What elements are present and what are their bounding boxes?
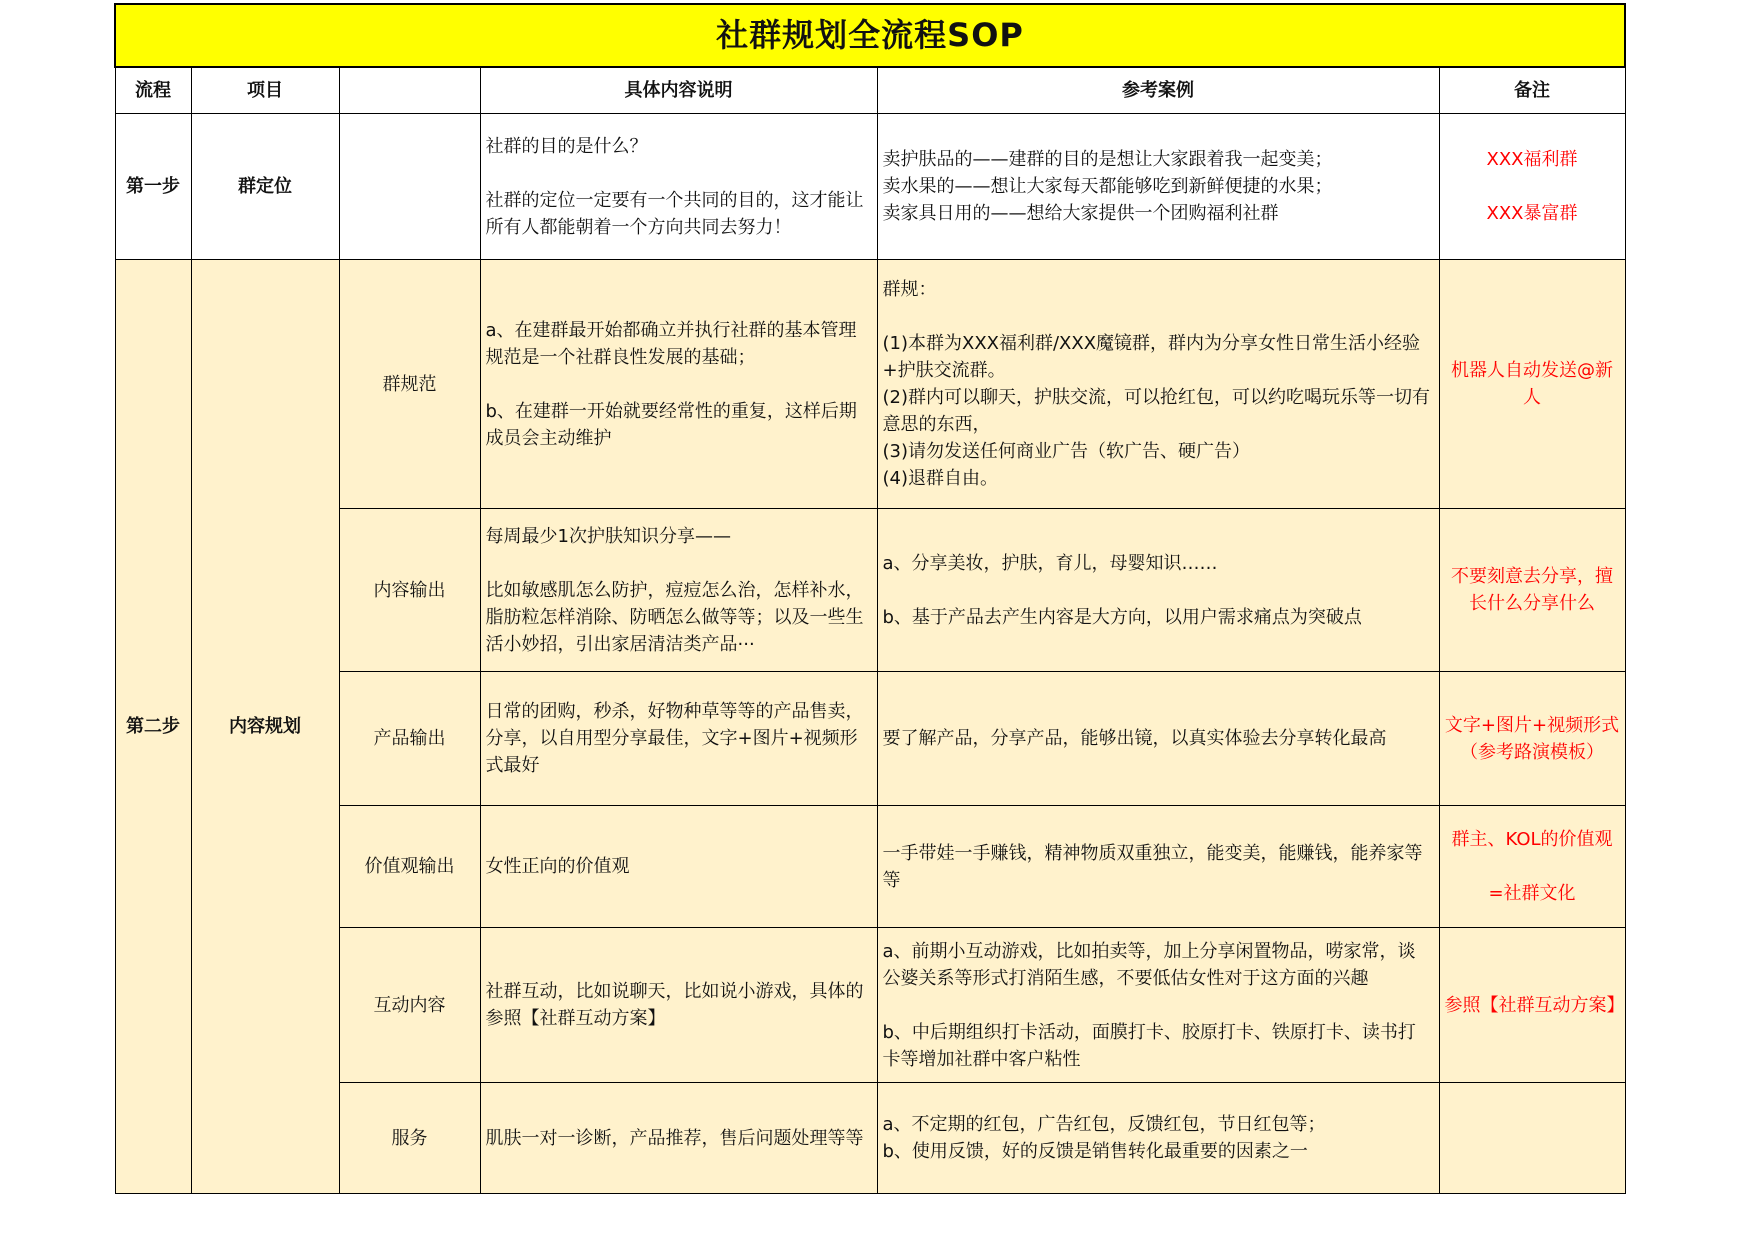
note-cell (1439, 260, 1625, 509)
sheet-title: 社群规划全流程SOP (115, 4, 1625, 67)
description-line: 社群的定位一定要有一个共同的目的，这才能让所有人都能朝着一个方向共同去努力！ (485, 189, 864, 238)
case-line: a、分享美妆，护肤，育儿，母婴知识…… (882, 552, 1218, 574)
header-flow: 流程 (115, 67, 191, 114)
description-cell (480, 1083, 877, 1194)
case-line: (3)请勿发送任何商业广告（软广告、硬广告） (882, 441, 1250, 462)
table-row (115, 672, 1625, 806)
case-cell (877, 806, 1439, 928)
table-row (115, 928, 1625, 1083)
case-cell (877, 1083, 1439, 1194)
case-line: 一手带娃一手赚钱，精神物质双重独立，能变美，能赚钱，能养家等等 (882, 842, 1423, 891)
description-line: 日常的团购，秒杀，好物种草等等的产品售卖，分享，以自用型分享最佳，文字+图片+视频形式最好 (485, 701, 864, 776)
note-line: 文字+图片+视频形式（参考路演模板） (1444, 714, 1620, 763)
description-line: 女性正向的价值观 (485, 856, 630, 877)
case-line: a、不定期的红包，广告红包，反馈红包，节日红包等； (882, 1114, 1326, 1135)
case-line: 卖水果的——想让大家每天都能够吃到新鲜便捷的水果； (882, 176, 1333, 197)
sub-item-label: 服务 (339, 1083, 480, 1194)
case-line: b、中后期组织打卡活动，面膜打卡、胶原打卡、铁原打卡、读书打卡等增加社群中客户粘性 (882, 1021, 1416, 1070)
sop-sheet (114, 3, 1624, 1194)
sub-item-label: 互动内容 (339, 928, 480, 1083)
case-line: (1)本群为XXX福利群/XXX魔镜群，群内为分享女性日常生活小经验+护肤交流群。 (882, 333, 1421, 381)
sub-item-label: 产品输出 (339, 672, 480, 806)
case-cell (877, 928, 1439, 1083)
note-line: 群主、KOL的价值观 (1451, 829, 1613, 850)
case-line: (4)退群自由。 (882, 468, 998, 489)
step-label: 第二步 (115, 260, 191, 1194)
description-line: 社群互动，比如说聊天，比如说小游戏，具体的参照【社群互动方案】 (485, 981, 864, 1029)
table-row (115, 806, 1625, 928)
description-cell (480, 509, 877, 672)
description-cell (480, 928, 877, 1083)
case-line: (2)群内可以聊天，护肤交流，可以抢红包，可以约吃喝玩乐等一切有意思的东西， (882, 387, 1430, 435)
sub-item-label: 内容输出 (339, 509, 480, 672)
note-line: XXX暴富群 (1486, 203, 1578, 224)
description-line: 比如敏感肌怎么防护，痘痘怎么治，怎样补水，脂肪粒怎样消除、防晒怎么做等等；以及一些生活小妙招，引出家居清洁类产品··· (485, 579, 864, 655)
header-description: 具体内容说明 (480, 67, 877, 114)
table-row (115, 114, 1625, 260)
note-line: XXX福利群 (1486, 149, 1578, 170)
note-cell (1439, 509, 1625, 672)
case-line: 卖家具日用的——想给大家提供一个团购福利社群 (882, 203, 1279, 224)
table-row (115, 1083, 1625, 1194)
header-reference-case: 参考案例 (877, 67, 1439, 114)
case-line: b、使用反馈，好的反馈是销售转化最重要的因素之一 (882, 1141, 1308, 1162)
case-line: 要了解产品，分享产品，能够出镜，以真实体验去分享转化最高 (882, 728, 1387, 749)
description-line: 社群的目的是什么？ (485, 135, 648, 157)
note-cell (1439, 928, 1625, 1083)
header-sub (339, 67, 480, 114)
case-line: b、基于产品去产生内容是大方向，以用户需求痛点为突破点 (882, 606, 1362, 628)
header-note: 备注 (1439, 67, 1625, 114)
case-cell (877, 260, 1439, 509)
case-line: 卖护肤品的——建群的目的是想让大家跟着我一起变美； (882, 149, 1333, 170)
project-label: 群定位 (191, 114, 339, 260)
case-cell (877, 672, 1439, 806)
description-line: a、在建群最开始都确立并执行社群的基本管理规范是一个社群良性发展的基础； (485, 319, 857, 368)
note-cell (1439, 806, 1625, 928)
project-label: 内容规划 (191, 260, 339, 1194)
description-line: 每周最少1次护肤知识分享—— (485, 525, 731, 547)
note-cell (1439, 1083, 1625, 1194)
step-label: 第一步 (115, 114, 191, 260)
note-line: 不要刻意去分享，擅长什么分享什么 (1451, 566, 1614, 614)
case-cell (877, 114, 1439, 260)
description-cell (480, 260, 877, 509)
case-cell (877, 509, 1439, 672)
description-line: 肌肤一对一诊断，产品推荐，售后问题处理等等 (485, 1127, 864, 1149)
case-line: a、前期小互动游戏，比如拍卖等，加上分享闲置物品，唠家常，谈公婆关系等形式打消陌生感，不要低估女性对于这方面的兴趣 (882, 940, 1416, 989)
table-row (115, 260, 1625, 509)
table-row (115, 509, 1625, 672)
description-line: b、在建群一开始就要经常性的重复，这样后期成员会主动维护 (485, 400, 857, 449)
header-project: 项目 (191, 67, 339, 114)
note-line: 机器人自动发送@新人 (1451, 360, 1614, 408)
case-line: 群规： (882, 279, 937, 300)
note-line: 参照【社群互动方案】 (1444, 994, 1625, 1016)
note-line: =社群文化 (1488, 883, 1576, 904)
sub-item-cell (339, 114, 480, 260)
note-cell (1439, 672, 1625, 806)
note-cell (1439, 114, 1625, 260)
description-cell (480, 114, 877, 260)
sub-item-label: 价值观输出 (339, 806, 480, 928)
sop-table (114, 3, 1626, 1194)
description-cell (480, 672, 877, 806)
description-cell (480, 806, 877, 928)
sub-item-label: 群规范 (339, 260, 480, 509)
